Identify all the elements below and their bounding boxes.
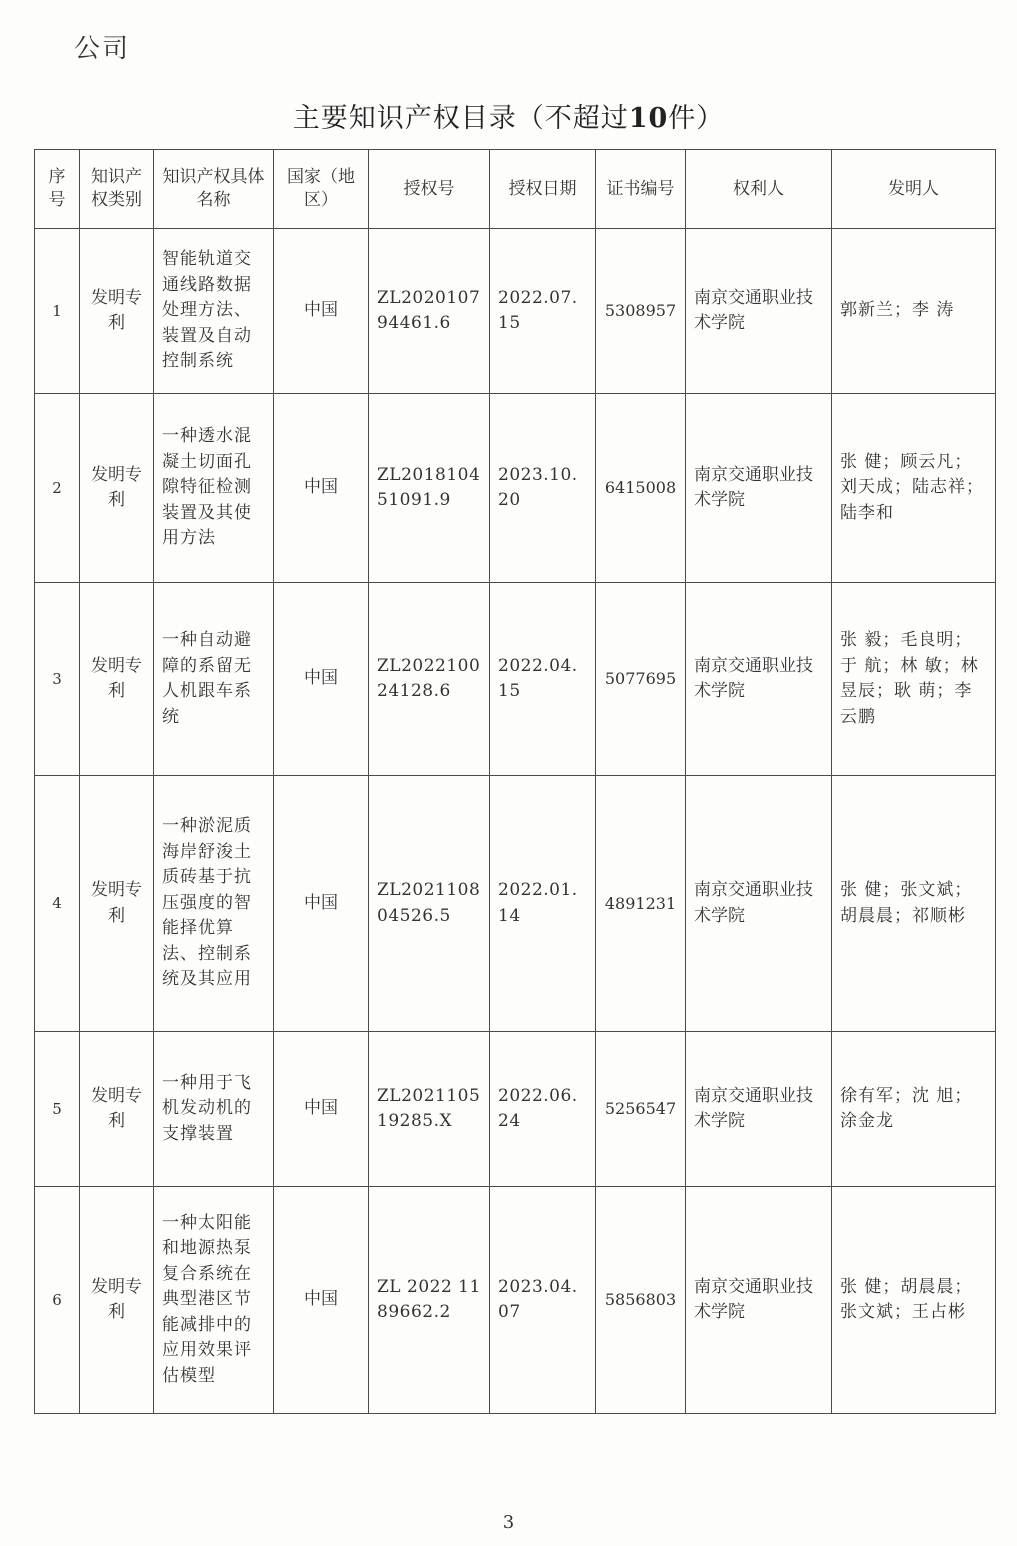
row-auth-date: 2022.06.24 bbox=[490, 1032, 596, 1187]
row-cert-no: 5256547 bbox=[596, 1032, 686, 1187]
row-name: 一种自动避障的系留无人机跟车系统 bbox=[154, 583, 274, 776]
row-type: 发明专利 bbox=[80, 1032, 154, 1187]
row-type: 发明专利 bbox=[80, 583, 154, 776]
row-type: 发明专利 bbox=[80, 229, 154, 394]
table-row bbox=[35, 1032, 996, 1187]
row-seq: 4 bbox=[35, 776, 80, 1032]
row-name: 一种用于飞机发动机的支撑装置 bbox=[154, 1032, 274, 1187]
table-row bbox=[35, 394, 996, 583]
table-row bbox=[35, 229, 996, 394]
col-header-holder: 权利人 bbox=[686, 150, 832, 229]
row-seq: 1 bbox=[35, 229, 80, 394]
row-auth-no: ZL202110804526.5 bbox=[369, 776, 490, 1032]
row-holder: 南京交通职业技术学院 bbox=[686, 394, 832, 583]
row-country: 中国 bbox=[274, 1032, 369, 1187]
col-header-inventors: 发明人 bbox=[832, 150, 996, 229]
row-inventors: 张 毅；毛良明；于 航；林 敏；林昱辰；耿 萌；李云鹏 bbox=[832, 583, 996, 776]
row-name: 一种太阳能和地源热泵复合系统在典型港区节能减排中的应用效果评估模型 bbox=[154, 1187, 274, 1414]
row-name: 智能轨道交通线路数据处理方法、装置及自动控制系统 bbox=[154, 229, 274, 394]
row-name: 一种透水混凝土切面孔隙特征检测装置及其使用方法 bbox=[154, 394, 274, 583]
row-seq: 2 bbox=[35, 394, 80, 583]
row-country: 中国 bbox=[274, 394, 369, 583]
row-cert-no: 5308957 bbox=[596, 229, 686, 394]
row-type: 发明专利 bbox=[80, 394, 154, 583]
row-auth-date: 2022.07.15 bbox=[490, 229, 596, 394]
row-name: 一种淤泥质海岸舒浚土质砖基于抗压强度的智能择优算法、控制系统及其应用 bbox=[154, 776, 274, 1032]
col-header-name: 知识产权具体名称 bbox=[154, 150, 274, 229]
table-header-row bbox=[35, 150, 996, 229]
row-auth-date: 2023.04.07 bbox=[490, 1187, 596, 1414]
row-cert-no: 5856803 bbox=[596, 1187, 686, 1414]
row-country: 中国 bbox=[274, 229, 369, 394]
row-cert-no: 4891231 bbox=[596, 776, 686, 1032]
row-inventors: 徐有军；沈 旭；涂金龙 bbox=[832, 1032, 996, 1187]
row-country: 中国 bbox=[274, 1187, 369, 1414]
row-inventors: 张 健；张文斌；胡晨晨；祁顺彬 bbox=[832, 776, 996, 1032]
row-cert-no: 5077695 bbox=[596, 583, 686, 776]
row-holder: 南京交通职业技术学院 bbox=[686, 1032, 832, 1187]
row-holder: 南京交通职业技术学院 bbox=[686, 229, 832, 394]
title-prefix: 主要知识产权目录（不超过 bbox=[292, 103, 629, 134]
col-header-auth-no: 授权号 bbox=[369, 150, 490, 229]
table-row bbox=[35, 1187, 996, 1414]
row-auth-date: 2022.01.14 bbox=[490, 776, 596, 1032]
col-header-seq: 序号 bbox=[35, 150, 80, 229]
row-auth-date: 2023.10.20 bbox=[490, 394, 596, 583]
title-count: 10 bbox=[628, 103, 669, 134]
page-number: 3 bbox=[502, 1512, 515, 1533]
row-type: 发明专利 bbox=[80, 1187, 154, 1414]
ip-catalog-table bbox=[34, 149, 996, 1414]
row-auth-no: ZL202010794461.6 bbox=[369, 229, 490, 394]
row-seq: 6 bbox=[35, 1187, 80, 1414]
row-seq: 3 bbox=[35, 583, 80, 776]
title-suffix: 件） bbox=[668, 103, 725, 134]
row-inventors: 张 健；顾云凡；刘天成；陆志祥；陆李和 bbox=[832, 394, 996, 583]
col-header-country: 国家（地区） bbox=[274, 150, 369, 229]
row-holder: 南京交通职业技术学院 bbox=[686, 1187, 832, 1414]
col-header-auth-date: 授权日期 bbox=[490, 150, 596, 229]
table-row bbox=[35, 583, 996, 776]
row-cert-no: 6415008 bbox=[596, 394, 686, 583]
row-inventors: 郭新兰；李 涛 bbox=[832, 229, 996, 394]
row-auth-no: ZL 2022 1189662.2 bbox=[369, 1187, 490, 1414]
row-auth-no: ZL201810451091.9 bbox=[369, 394, 490, 583]
row-country: 中国 bbox=[274, 776, 369, 1032]
row-type: 发明专利 bbox=[80, 776, 154, 1032]
page-title bbox=[0, 96, 1017, 135]
header-fragment: 公司 bbox=[74, 34, 131, 64]
col-header-cert-no: 证书编号 bbox=[596, 150, 686, 229]
table-row bbox=[35, 776, 996, 1032]
col-header-type: 知识产权类别 bbox=[80, 150, 154, 229]
row-holder: 南京交通职业技术学院 bbox=[686, 583, 832, 776]
row-country: 中国 bbox=[274, 583, 369, 776]
row-auth-no: ZL202210024128.6 bbox=[369, 583, 490, 776]
row-holder: 南京交通职业技术学院 bbox=[686, 776, 832, 1032]
row-inventors: 张 健；胡晨晨；张文斌；王占彬 bbox=[832, 1187, 996, 1414]
row-auth-date: 2022.04.15 bbox=[490, 583, 596, 776]
row-seq: 5 bbox=[35, 1032, 80, 1187]
row-auth-no: ZL202110519285.X bbox=[369, 1032, 490, 1187]
